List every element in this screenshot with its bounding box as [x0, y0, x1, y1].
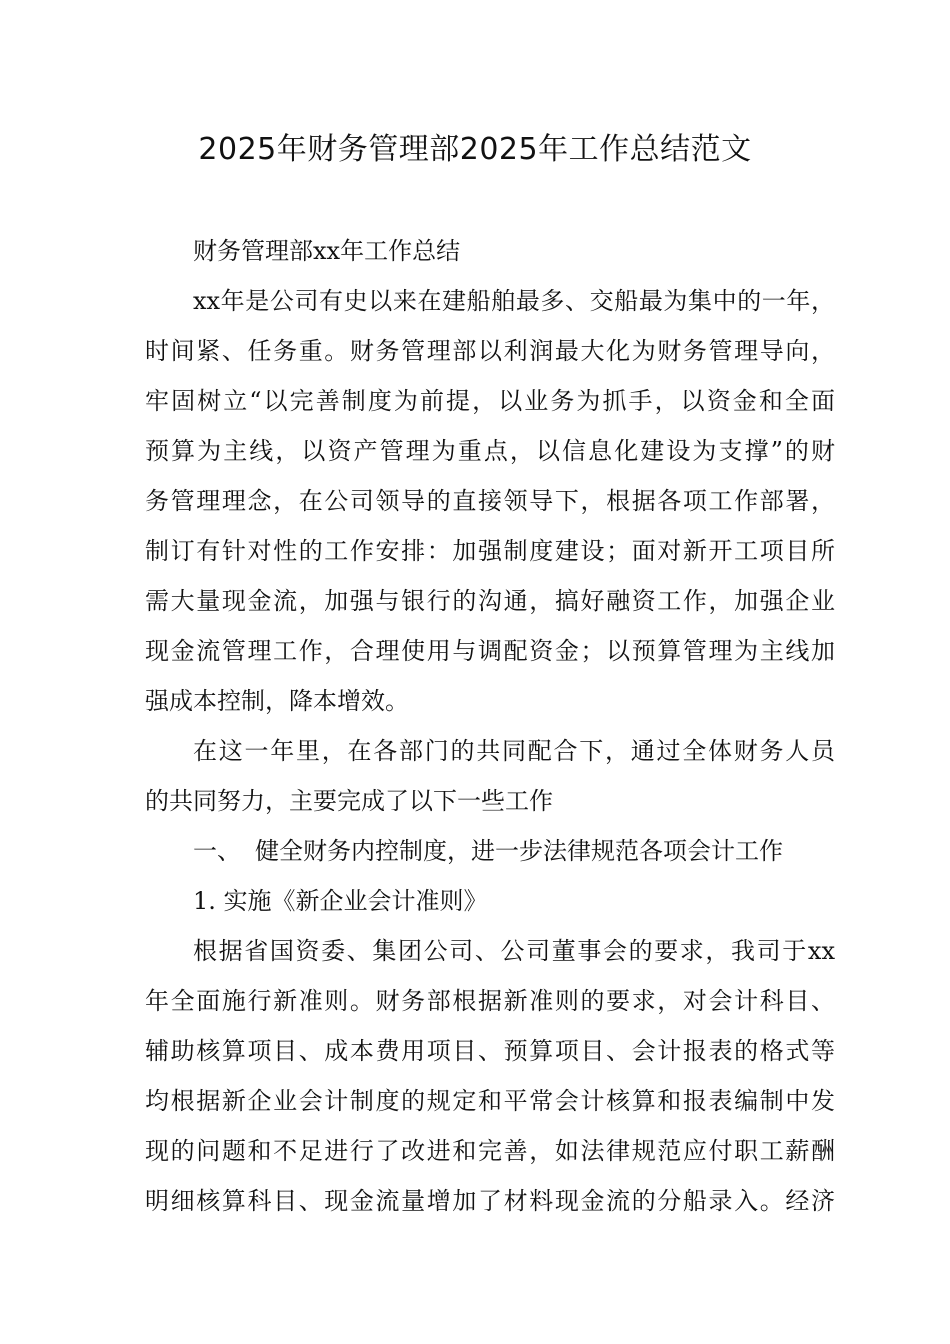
document-title: 2025年财务管理部2025年工作总结范文 — [198, 132, 752, 167]
paragraph-line: 强成本控制，降本增效。 — [145, 687, 409, 715]
paragraph-line: 明细核算科目、现金流量增加了材料现金流的分船录入。经济 — [145, 1187, 835, 1215]
paragraph-line: 年全面施行新准则。财务部根据新准则的要求，对会计科目、 — [145, 987, 835, 1015]
subtitle-line: 财务管理部xx年工作总结 — [193, 237, 461, 265]
paragraph-line: 现金流管理工作，合理使用与调配资金；以预算管理为主线加 — [145, 637, 835, 665]
paragraph-line: 制订有针对性的工作安排：加强制度建设；面对新开工项目所 — [145, 537, 835, 565]
paragraph-line: 时间紧、任务重。财务管理部以利润最大化为财务管理导向， — [145, 337, 835, 365]
paragraph-line: 需大量现金流，加强与银行的沟通，搞好融资工作，加强企业 — [145, 587, 835, 615]
paragraph-line: 现的问题和不足进行了改进和完善，如法律规范应付职工薪酬 — [145, 1137, 835, 1165]
paragraph-line: 的共同努力，主要完成了以下一些工作 — [145, 787, 553, 815]
section-number: 一、 — [193, 837, 241, 865]
document-body — [145, 226, 835, 1226]
paragraph-line: 辅助核算项目、成本费用项目、预算项目、会计报表的格式等 — [145, 1037, 835, 1065]
section-heading-text: 健全财务内控制度，进一步法律规范各项会计工作 — [255, 837, 783, 865]
section-heading — [145, 826, 835, 876]
paragraph-line: xx年是公司有史以来在建船舶最多、交船最为集中的一年， — [193, 287, 835, 315]
paragraph-line: 务管理理念，在公司领导的直接领导下，根据各项工作部署， — [145, 487, 835, 515]
paragraph-line: 牢固树立“以完善制度为前提，以业务为抓手，以资金和全面 — [145, 387, 835, 415]
paragraph-line: 根据省国资委、集团公司、公司董事会的要求，我司于xx — [193, 937, 835, 965]
subsection-heading: 1. 实施《新企业会计准则》 — [193, 887, 488, 915]
paragraph-line: 均根据新企业会计制度的规定和平常会计核算和报表编制中发 — [145, 1087, 835, 1115]
paragraph-line: 在这一年里，在各部门的共同配合下，通过全体财务人员 — [193, 737, 835, 765]
paragraph-line: 预算为主线，以资产管理为重点，以信息化建设为支撑”的财 — [145, 437, 835, 465]
